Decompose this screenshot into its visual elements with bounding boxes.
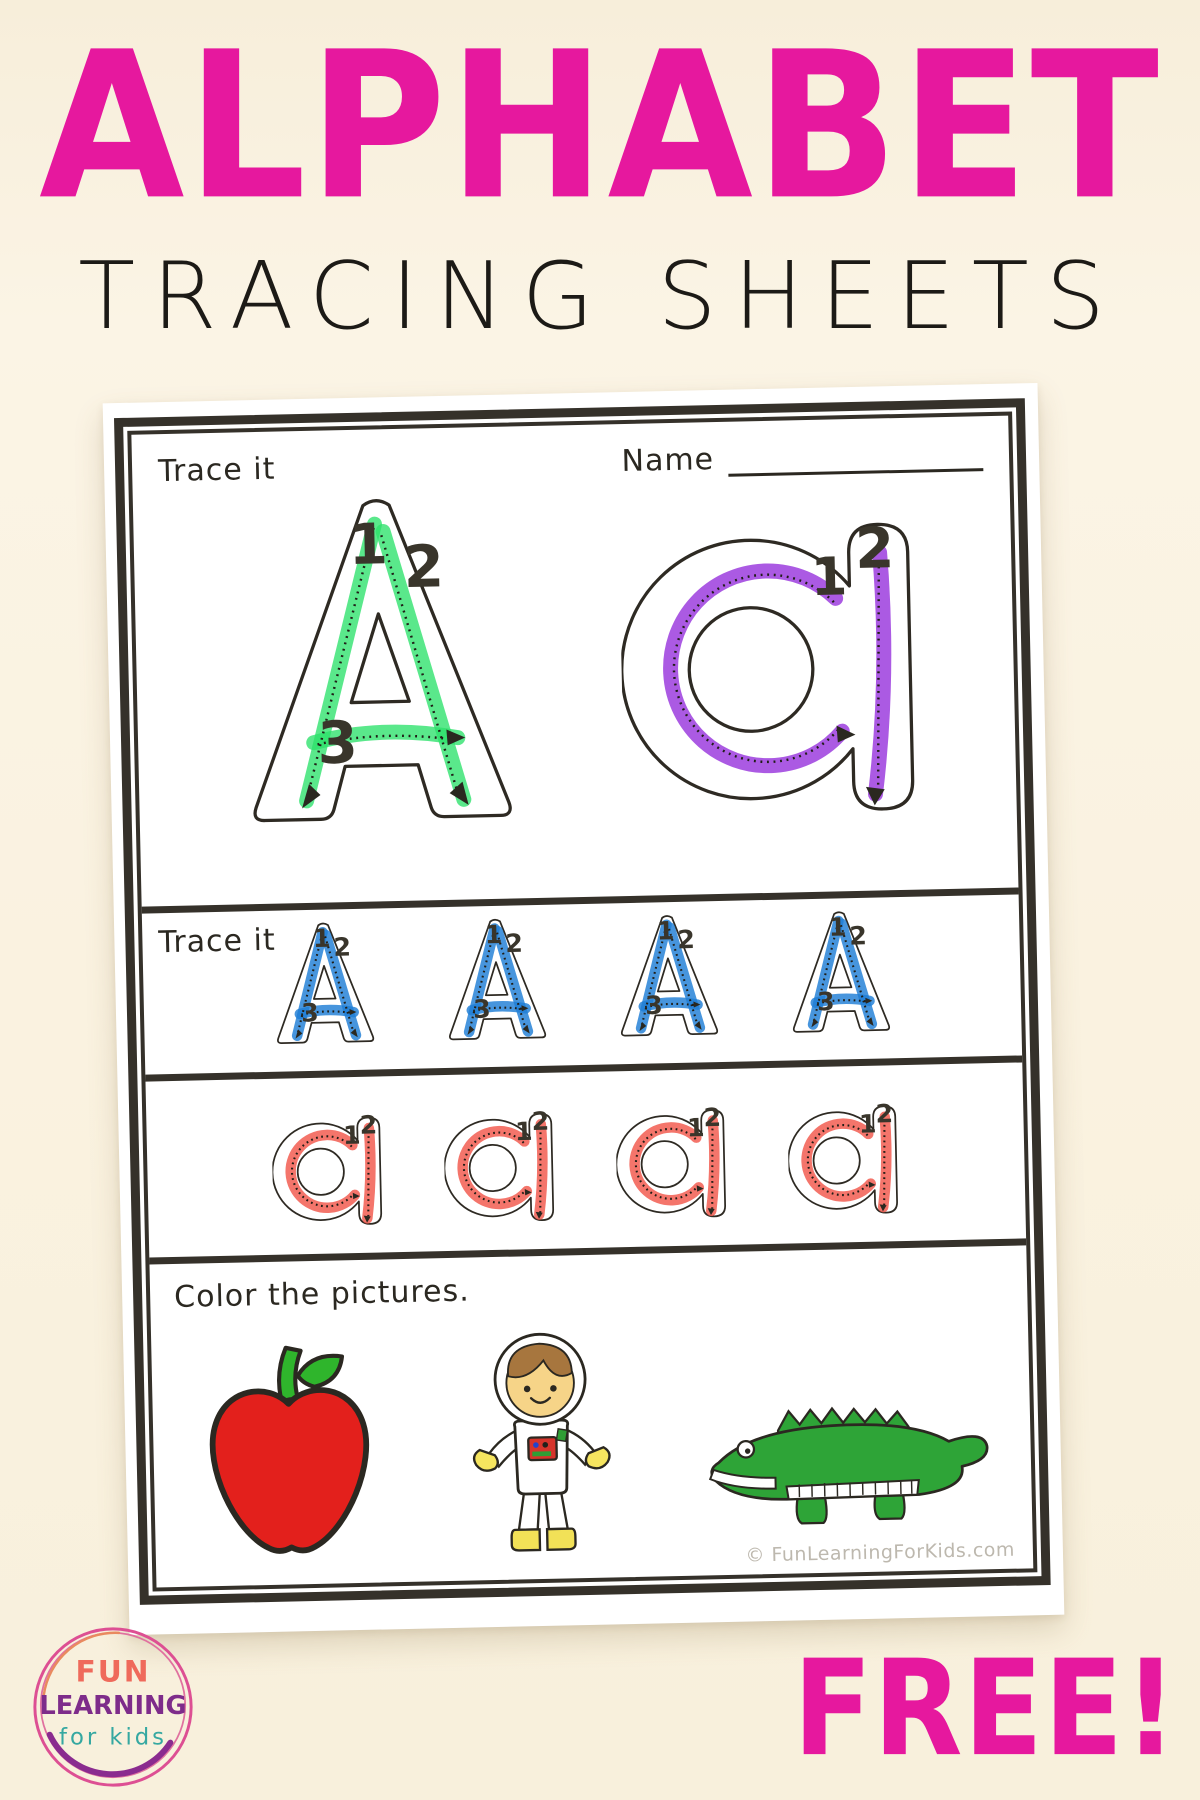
letter-a-counter bbox=[469, 1144, 516, 1191]
fun-learning-for-kids-logo bbox=[24, 1618, 202, 1796]
name-blank-line bbox=[728, 441, 984, 477]
logo-badge bbox=[24, 1618, 202, 1796]
stroke-number: 1 bbox=[686, 1113, 705, 1143]
traceable-letter-a bbox=[617, 479, 924, 822]
astronaut-chest-panel bbox=[528, 1437, 557, 1460]
astronaut-right-leg bbox=[545, 1493, 567, 1529]
poster-subtitle: TRACING SHEETS bbox=[78, 242, 1122, 350]
stroke-number: 2 bbox=[530, 1106, 549, 1137]
traceable-letter-A bbox=[438, 915, 553, 1043]
stroke-number: 2 bbox=[702, 1102, 721, 1133]
stroke-number: 1 bbox=[342, 1120, 361, 1150]
trace-it-row-label: Trace it bbox=[158, 922, 277, 961]
panel-lights bbox=[532, 1451, 551, 1456]
stroke-number: 2 bbox=[402, 532, 445, 602]
big-letters-row bbox=[133, 477, 1017, 837]
astronaut-picture bbox=[463, 1319, 618, 1570]
pictures-row bbox=[151, 1310, 1033, 1577]
astronaut-left-leg bbox=[518, 1494, 540, 1530]
trace-it-label: Trace it bbox=[157, 451, 276, 490]
worksheet-page bbox=[103, 383, 1065, 1635]
section-practice-lowercase bbox=[145, 1055, 1026, 1257]
stroke-number: 2 bbox=[853, 516, 895, 582]
alligator-illustration bbox=[693, 1393, 996, 1536]
logo-line3: for kids bbox=[59, 1724, 167, 1751]
astronaut-illustration bbox=[463, 1319, 618, 1566]
traceable-letter-A bbox=[610, 911, 725, 1039]
stroke-number: 2 bbox=[676, 924, 695, 955]
traceable-letter-a bbox=[442, 1097, 557, 1225]
name-field bbox=[621, 436, 983, 479]
stroke-number: 3 bbox=[472, 994, 491, 1024]
stroke-number: 1 bbox=[347, 512, 389, 579]
stroke-number: 1 bbox=[656, 916, 675, 946]
apple-picture bbox=[188, 1337, 391, 1576]
section-big-letters bbox=[131, 416, 1018, 907]
letter-a-counter bbox=[813, 1137, 860, 1184]
traceable-letter-a bbox=[786, 1089, 901, 1217]
traceable-letter-A bbox=[267, 918, 382, 1046]
worksheet-outer-border bbox=[114, 398, 1051, 1605]
hero-titles bbox=[0, 0, 1200, 350]
alligator-picture bbox=[693, 1393, 996, 1540]
stroke-number: 1 bbox=[312, 923, 331, 954]
traceable-letter-a bbox=[270, 1100, 385, 1228]
letter-a-counter bbox=[641, 1141, 688, 1188]
astronaut-left-boot bbox=[511, 1529, 540, 1550]
traceable-letter-a bbox=[614, 1093, 729, 1221]
stroke-number: 2 bbox=[848, 921, 867, 951]
stroke-number: 1 bbox=[514, 1116, 533, 1147]
stroke-number: 1 bbox=[484, 920, 503, 950]
logo-line1: FUN bbox=[75, 1653, 151, 1689]
stroke-number: 2 bbox=[358, 1110, 378, 1140]
section-color-pictures bbox=[149, 1238, 1033, 1587]
name-label: Name bbox=[621, 442, 715, 480]
stroke-number: 1 bbox=[809, 546, 848, 609]
stroke-number: 2 bbox=[874, 1099, 893, 1129]
traceable-letter-A bbox=[782, 907, 897, 1035]
copyright-watermark: © FunLearningForKids.com bbox=[745, 1538, 1016, 1567]
color-pictures-label: Color the pictures. bbox=[173, 1273, 471, 1315]
logo-line2: LEARNING bbox=[39, 1690, 187, 1721]
apple-body bbox=[211, 1389, 368, 1552]
apple-illustration bbox=[188, 1337, 391, 1572]
astronaut-patch bbox=[556, 1429, 567, 1442]
poster-title: ALPHABET bbox=[39, 8, 1161, 245]
letter-a-counter bbox=[297, 1148, 344, 1195]
lowercase-practice-row bbox=[145, 1062, 1025, 1231]
stroke-number: 1 bbox=[858, 1109, 877, 1139]
stroke-number: 3 bbox=[816, 987, 835, 1017]
uppercase-practice-row bbox=[142, 894, 1022, 1049]
big-letter-A-traced-green bbox=[225, 487, 532, 834]
letter-a-counter bbox=[687, 606, 813, 732]
stroke-number: 3 bbox=[300, 998, 319, 1028]
stroke-number: 3 bbox=[644, 990, 663, 1021]
alligator-front-leg bbox=[796, 1497, 826, 1524]
section-practice-uppercase bbox=[142, 887, 1022, 1074]
worksheet-inner-border bbox=[127, 412, 1037, 1592]
stroke-number: 3 bbox=[316, 708, 359, 778]
stroke-number: 1 bbox=[827, 912, 847, 942]
free-badge: FREE! bbox=[793, 1632, 1178, 1786]
big-letter-a-traced-purple bbox=[617, 479, 924, 826]
stroke-number: 2 bbox=[504, 928, 523, 959]
traceable-letter-A bbox=[225, 487, 532, 830]
apple-leaf bbox=[297, 1356, 342, 1388]
stroke-number: 2 bbox=[332, 932, 351, 962]
astronaut-right-boot bbox=[547, 1529, 576, 1550]
